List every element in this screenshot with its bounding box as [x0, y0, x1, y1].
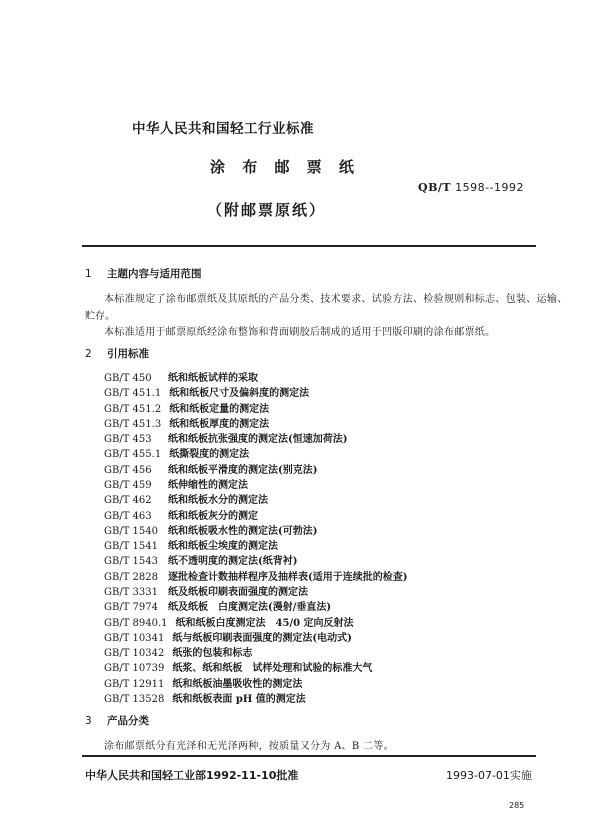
reference-item: GB/T 10739 纸浆、纸和纸板 试样处理和试验的标准大气	[104, 663, 373, 675]
page-number: 285	[509, 801, 525, 810]
reference-item: GB/T 451.1 纸和纸板尺寸及偏斜度的测定法	[104, 388, 310, 400]
header-divider	[82, 245, 536, 247]
reference-item: GB/T 10342 纸张的包装和标志	[104, 648, 253, 660]
reference-item: GB/T 463 纸和纸板灰分的测定	[104, 510, 258, 522]
reference-item: GB/T 462 纸和纸板水分的测定法	[104, 495, 268, 507]
reference-item: GB/T 7974 纸及纸板 白度测定法(漫射/垂直法)	[104, 602, 332, 614]
section-title: 主题内容与适用范围	[107, 268, 202, 280]
section-title: 引用标准	[107, 348, 149, 360]
implementation-date: 1993-07-01实施	[446, 769, 532, 782]
standard-code	[418, 181, 524, 194]
reference-item: GB/T 451.3 纸和纸板厚度的测定法	[104, 418, 270, 430]
issuing-organization: 中华人民共和国轻工行业标准	[132, 121, 314, 137]
reference-item: GB/T 13528 纸和纸板表面 pH 值的测定法	[104, 694, 306, 705]
reference-item: GB/T 1540 纸和纸板吸水性的测定法(可勃法)	[104, 525, 318, 537]
reference-item: GB/T 453 纸和纸板抗张强度的测定法(恒速加荷法)	[104, 434, 348, 446]
reference-item: GB/T 8940.1 纸和纸板白度测定法 45/0 定向反射法	[104, 617, 354, 629]
section-3-heading	[85, 713, 149, 728]
approval-note: 中华人民共和国轻工业部1992-11-10批准	[85, 769, 299, 782]
reference-item: GB/T 3331 纸及纸板印刷表面强度的测定法	[104, 587, 308, 598]
standard-prefix: QB/T	[418, 181, 452, 194]
document-subtitle: （附邮票原纸）	[207, 201, 327, 219]
reference-item: GB/T 10341 纸与纸板印刷表面强度的测定法(电动式)	[104, 632, 352, 644]
reference-item: GB/T 450 纸和纸板试样的采取	[104, 373, 258, 384]
section-number: 1	[85, 268, 92, 280]
reference-item: GB/T 456 纸和纸板平滑度的测定法(别克法)	[104, 464, 318, 476]
section-1-paragraph: 本标准适用于邮票原纸经涂布整饰和背面刷胶后制成的适用于凹版印刷的涂布邮票纸。	[104, 327, 496, 338]
reference-item: GB/T 451.2 纸和纸板定量的测定法	[104, 403, 270, 415]
document-title: 涂 布 邮 票 纸	[210, 158, 360, 176]
section-1-paragraph: 本标准规定了涂布邮票纸及其原纸的产品分类、技术要求、试验方法、检验规则和标志、包装、运输、	[104, 294, 568, 305]
reference-item: GB/T 455.1 纸撕裂度的测定法	[104, 449, 250, 461]
reference-item: GB/T 1543 纸不透明度的测定法(纸背衬)	[104, 556, 298, 568]
section-3-paragraph: 涂布邮票纸分有光泽和无光泽两种，按质量又分为 A、B 二等。	[104, 741, 394, 752]
section-1-paragraph-cont: 贮存。	[85, 311, 115, 322]
section-number: 2	[85, 348, 92, 360]
reference-item: GB/T 459 纸伸缩性的测定法	[104, 480, 248, 491]
section-number: 3	[85, 715, 92, 727]
standard-number: 1598--1992	[455, 181, 525, 194]
footer-divider	[82, 755, 536, 757]
section-title: 产品分类	[107, 715, 149, 727]
section-2-heading	[85, 346, 149, 361]
reference-item: GB/T 12911 纸和纸板油墨吸收性的测定法	[104, 678, 303, 690]
reference-item: GB/T 2828 逐批检查计数抽样程序及抽样表(适用于连续批的检查)	[104, 571, 408, 583]
section-1-heading	[85, 266, 202, 281]
reference-item: GB/T 1541 纸和纸板尘埃度的测定法	[104, 541, 278, 553]
